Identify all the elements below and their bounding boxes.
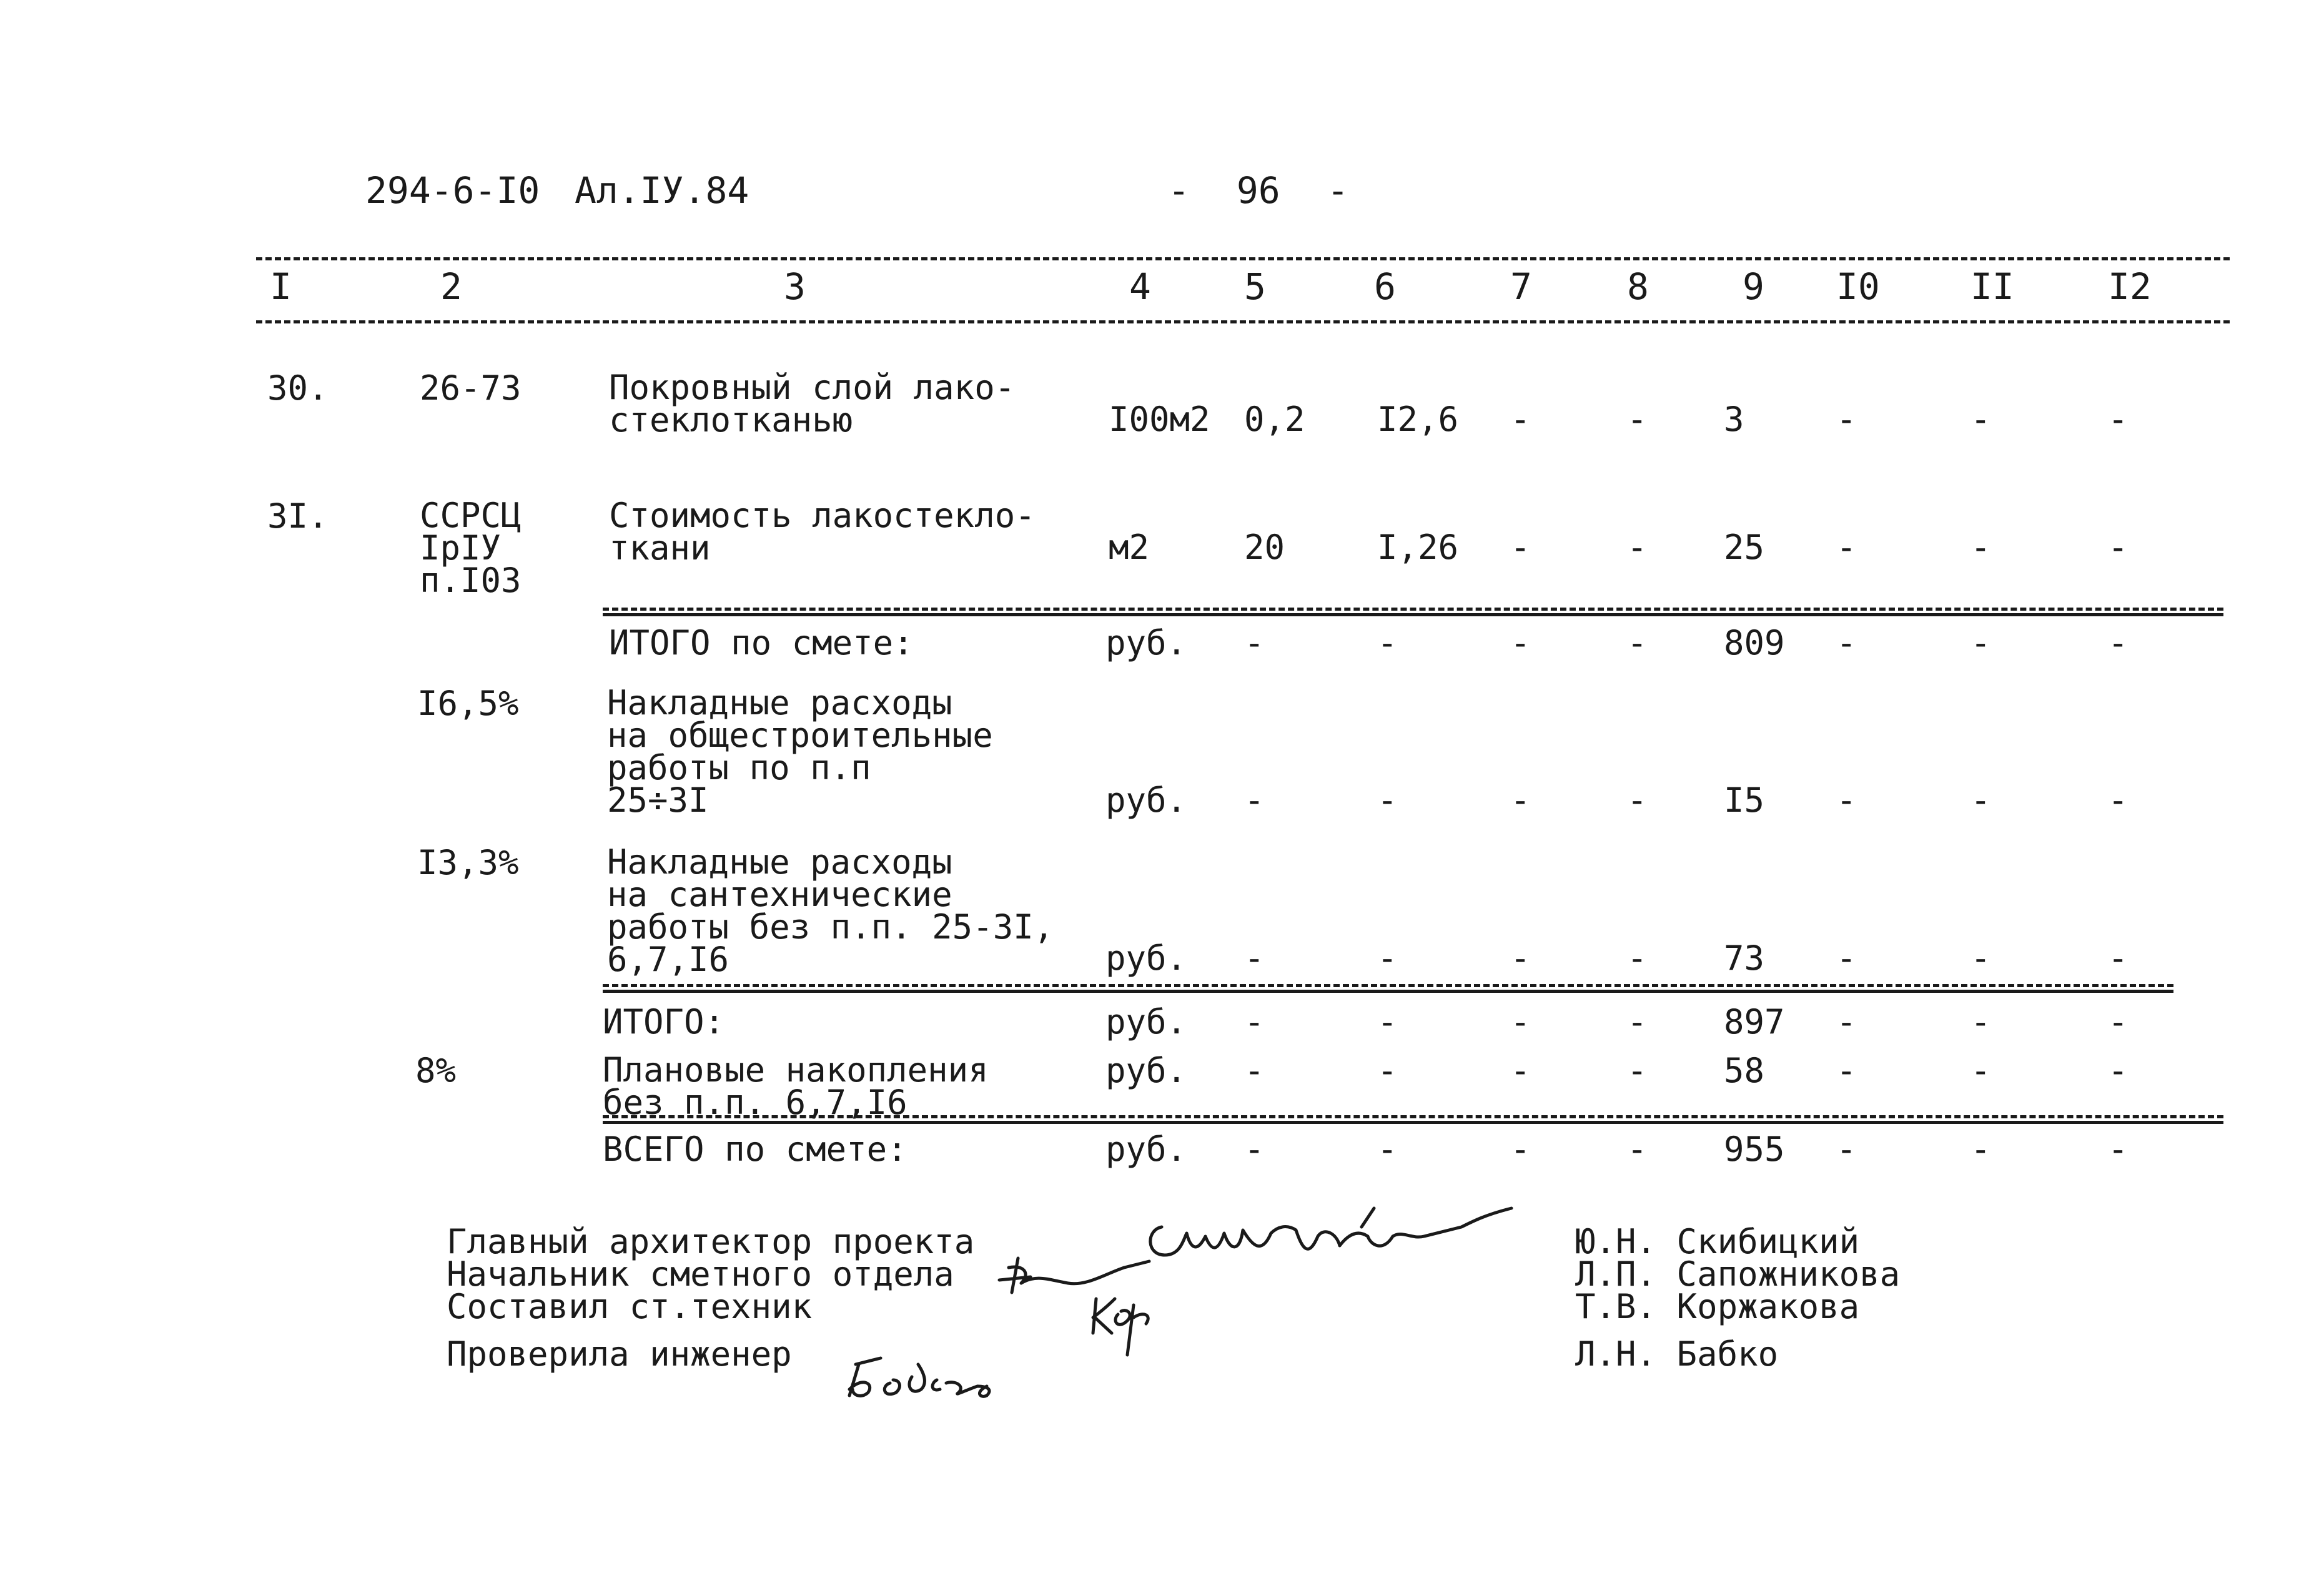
- summary-col11: -: [1970, 1002, 1991, 1042]
- page-number: - 96 -: [1168, 169, 1349, 212]
- summary-col11: -: [1970, 781, 1991, 820]
- summary-unit: руб.: [1105, 623, 1187, 662]
- summary-unit: руб.: [1105, 1002, 1187, 1042]
- row-col8: -: [1627, 400, 1648, 439]
- summary-col5: -: [1244, 1002, 1265, 1042]
- row-quantity: 0,2: [1244, 400, 1305, 439]
- column-number: I0: [1836, 265, 1880, 308]
- column-number: 5: [1244, 265, 1266, 308]
- row-code: 26-73: [420, 368, 522, 408]
- column-number: II: [1970, 265, 2014, 308]
- row-unit-price: I,26: [1377, 528, 1459, 567]
- row-number: 3I.: [267, 496, 329, 536]
- summary-col10: -: [1836, 1002, 1857, 1042]
- summary-col8: -: [1627, 623, 1648, 662]
- summary-col7: -: [1510, 1051, 1531, 1090]
- signatory-name: Ю.Н. Скибицкий: [1575, 1222, 1860, 1261]
- summary-col11: -: [1970, 623, 1991, 662]
- summary-label: Накладные расходы на общестроительные работы по п.п 25÷3I: [607, 683, 993, 820]
- summary-col7: -: [1510, 781, 1531, 820]
- summary-col8: -: [1627, 938, 1648, 978]
- column-number: I: [270, 265, 292, 308]
- summary-label: ИТОГО по смете:: [609, 623, 914, 662]
- column-number: 9: [1743, 265, 1764, 308]
- row-col10: -: [1836, 528, 1857, 567]
- summary-unit: руб.: [1105, 1130, 1187, 1169]
- header-top-rule: [256, 257, 2230, 260]
- row-col11: -: [1970, 528, 1991, 567]
- summary-col6: -: [1377, 1002, 1398, 1042]
- row-col8: -: [1627, 528, 1648, 567]
- row-unit-price: I2,6: [1377, 400, 1459, 439]
- row-col10: -: [1836, 400, 1857, 439]
- summary-col12: -: [2108, 1002, 2129, 1042]
- row-number: 30.: [267, 368, 329, 408]
- summary-unit: руб.: [1105, 1051, 1187, 1090]
- section-rule: [603, 1115, 2223, 1118]
- summary-total: 809: [1724, 623, 1785, 662]
- summary-col6: -: [1377, 1130, 1398, 1169]
- summary-col10: -: [1836, 1130, 1857, 1169]
- summary-col6: -: [1377, 623, 1398, 662]
- summary-col12: -: [2108, 938, 2129, 978]
- summary-col12: -: [2108, 1130, 2129, 1169]
- signatory-name: Л.П. Сапожникова: [1575, 1254, 1901, 1294]
- column-number: 2: [440, 265, 462, 308]
- column-number: 7: [1510, 265, 1532, 308]
- column-number: 3: [784, 265, 806, 308]
- row-col12: -: [2108, 528, 2129, 567]
- summary-total: 955: [1724, 1130, 1785, 1169]
- signature-role: Составил ст.техник: [447, 1287, 813, 1326]
- summary-unit: руб.: [1105, 938, 1187, 978]
- summary-col8: -: [1627, 781, 1648, 820]
- header-bottom-rule: [256, 320, 2230, 323]
- summary-col11: -: [1970, 1051, 1991, 1090]
- summary-unit: руб.: [1105, 781, 1187, 820]
- summary-label: ИТОГО:: [603, 1002, 725, 1042]
- row-quantity: 20: [1244, 528, 1285, 567]
- column-number: 8: [1627, 265, 1649, 308]
- summary-col6: -: [1377, 781, 1398, 820]
- summary-col12: -: [2108, 781, 2129, 820]
- summary-label: Плановые накопления без п.п. 6,7,I6: [603, 1050, 989, 1122]
- row-col7: -: [1510, 400, 1531, 439]
- column-number: I2: [2108, 265, 2152, 308]
- album-number: Ал.IУ.84: [575, 169, 749, 212]
- row-col12: -: [2108, 400, 2129, 439]
- summary-col6: -: [1377, 1051, 1398, 1090]
- summary-col5: -: [1244, 1130, 1265, 1169]
- document-code: 294-6-I0: [365, 169, 540, 212]
- signature-babko: [843, 1352, 1049, 1408]
- section-rule: [603, 1121, 2223, 1124]
- row-unit: I00м2: [1109, 400, 1210, 439]
- summary-col10: -: [1836, 781, 1857, 820]
- row-description: Покровный слой лако- стеклотканью: [609, 368, 1016, 440]
- signatory-name: Л.Н. Бабко: [1575, 1334, 1779, 1374]
- summary-col10: -: [1836, 938, 1857, 978]
- section-rule: [603, 990, 2173, 993]
- signature-skibitsky: [1137, 1202, 1524, 1296]
- summary-col6: -: [1377, 938, 1398, 978]
- summary-col11: -: [1970, 938, 1991, 978]
- summary-col8: -: [1627, 1130, 1648, 1169]
- row-code: ССРСЦ IрIУ п.I03: [420, 496, 522, 600]
- summary-col10: -: [1836, 623, 1857, 662]
- section-rule: [603, 608, 2223, 611]
- summary-rate: I3,3%: [417, 843, 519, 882]
- summary-col12: -: [2108, 623, 2129, 662]
- summary-col5: -: [1244, 623, 1265, 662]
- column-number: 4: [1129, 265, 1151, 308]
- summary-col5: -: [1244, 781, 1265, 820]
- summary-total: 73: [1724, 938, 1765, 978]
- summary-col12: -: [2108, 1051, 2129, 1090]
- section-rule: [603, 613, 2223, 616]
- row-col11: -: [1970, 400, 1991, 439]
- summary-col10: -: [1836, 1051, 1857, 1090]
- summary-col11: -: [1970, 1130, 1991, 1169]
- row-total: 25: [1724, 528, 1765, 567]
- summary-col7: -: [1510, 623, 1531, 662]
- summary-rate: 8%: [415, 1051, 457, 1090]
- signature-role: Главный архитектор проекта: [447, 1222, 975, 1261]
- signatory-name: Т.В. Коржакова: [1575, 1287, 1860, 1326]
- summary-total: I5: [1724, 781, 1765, 820]
- summary-col8: -: [1627, 1051, 1648, 1090]
- row-description: Стоимость лакостекло- ткани: [609, 496, 1036, 568]
- summary-total: 58: [1724, 1051, 1765, 1090]
- summary-col7: -: [1510, 1002, 1531, 1042]
- row-total: 3: [1724, 400, 1744, 439]
- row-col7: -: [1510, 528, 1531, 567]
- summary-total: 897: [1724, 1002, 1785, 1042]
- summary-col5: -: [1244, 938, 1265, 978]
- row-unit: м2: [1109, 528, 1150, 567]
- summary-label: Накладные расходы на сантехнические работы без п.п. 25-3I, 6,7,I6: [607, 842, 1054, 979]
- summary-col7: -: [1510, 938, 1531, 978]
- column-number: 6: [1374, 265, 1396, 308]
- section-rule: [603, 984, 2173, 987]
- summary-col5: -: [1244, 1051, 1265, 1090]
- signature-role: Проверила инженер: [447, 1334, 792, 1374]
- summary-rate: I6,5%: [417, 684, 519, 723]
- signature-role: Начальник сметного отдела: [447, 1254, 954, 1294]
- summary-col7: -: [1510, 1130, 1531, 1169]
- summary-col8: -: [1627, 1002, 1648, 1042]
- signature-korzhakova: [1084, 1286, 1165, 1361]
- summary-label: ВСЕГО по смете:: [603, 1130, 907, 1169]
